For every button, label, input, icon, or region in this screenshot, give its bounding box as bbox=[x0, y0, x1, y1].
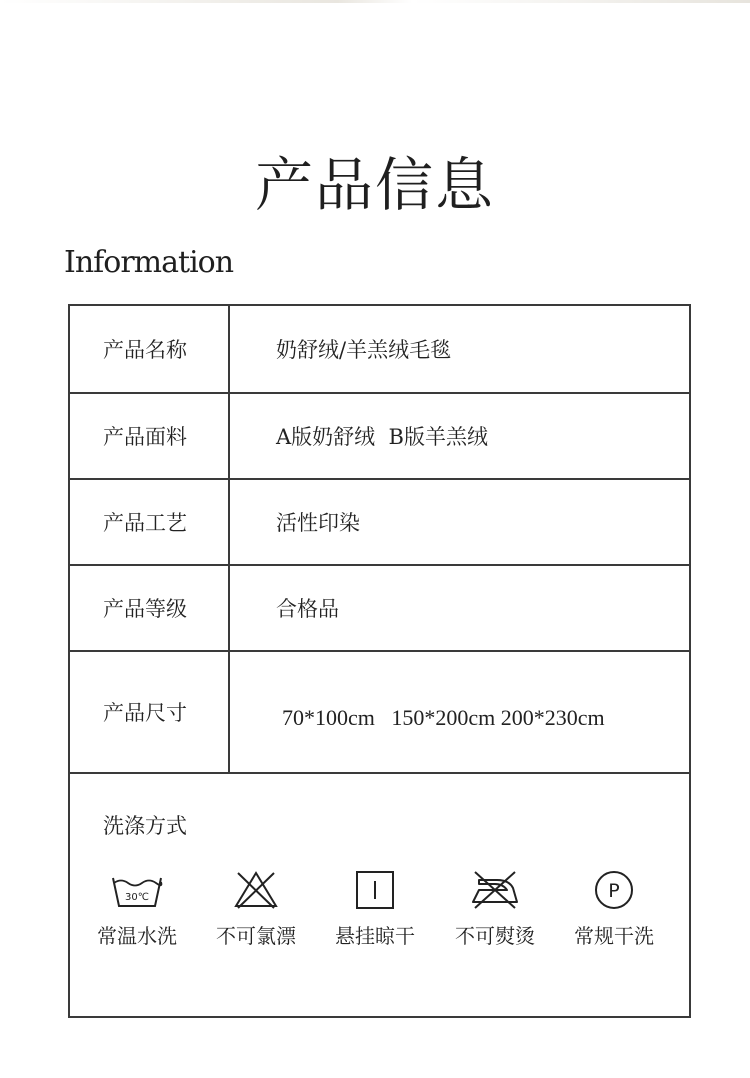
care-item-dry-clean bbox=[554, 870, 674, 949]
svg-text:P: P bbox=[608, 880, 620, 902]
row-label: 产品等级 bbox=[70, 566, 230, 650]
care-label: 不可熨烫 bbox=[455, 924, 535, 948]
row-value: 奶舒绒/羊羔绒毛毯 bbox=[276, 338, 452, 362]
care-label: 常规干洗 bbox=[574, 924, 654, 948]
product-info-table bbox=[68, 304, 691, 1018]
row-label: 产品尺寸 bbox=[70, 652, 230, 772]
care-label: 不可氯漂 bbox=[216, 924, 296, 948]
care-item-normal-wash bbox=[77, 870, 197, 949]
row-value: A版奶舒绒 B版羊羔绒 bbox=[276, 425, 488, 449]
table-row-process bbox=[70, 480, 689, 566]
care-item-no-iron bbox=[435, 870, 555, 949]
table-row-fabric bbox=[70, 394, 689, 480]
wash-30c-icon bbox=[109, 870, 165, 910]
hang-dry-icon bbox=[347, 870, 403, 910]
row-value: 合格品 bbox=[276, 597, 339, 621]
table-row-size bbox=[70, 652, 689, 774]
page-subtitle: Information bbox=[64, 245, 234, 280]
top-decorative-strip bbox=[0, 0, 750, 3]
care-item-hang-dry bbox=[315, 870, 435, 949]
table-row-grade bbox=[70, 566, 689, 652]
wash-section bbox=[70, 774, 689, 1018]
row-label: 产品名称 bbox=[70, 306, 230, 392]
care-label: 悬挂晾干 bbox=[335, 924, 415, 948]
care-item-no-bleach bbox=[196, 870, 316, 949]
row-value: 70*100cm 150*200cm 200*230cm bbox=[282, 705, 605, 730]
row-label: 产品工艺 bbox=[70, 480, 230, 564]
row-label: 产品面料 bbox=[70, 394, 230, 478]
row-value: 活性印染 bbox=[276, 511, 360, 535]
svg-text:30℃: 30℃ bbox=[125, 892, 149, 903]
dry-clean-p-icon bbox=[586, 870, 642, 910]
table-row-name bbox=[70, 306, 689, 394]
no-bleach-icon bbox=[228, 870, 284, 910]
wash-title: 洗涤方式 bbox=[103, 814, 187, 838]
no-iron-icon bbox=[467, 870, 523, 910]
care-label: 常温水洗 bbox=[97, 924, 177, 948]
page-title: 产品信息 bbox=[254, 151, 495, 219]
